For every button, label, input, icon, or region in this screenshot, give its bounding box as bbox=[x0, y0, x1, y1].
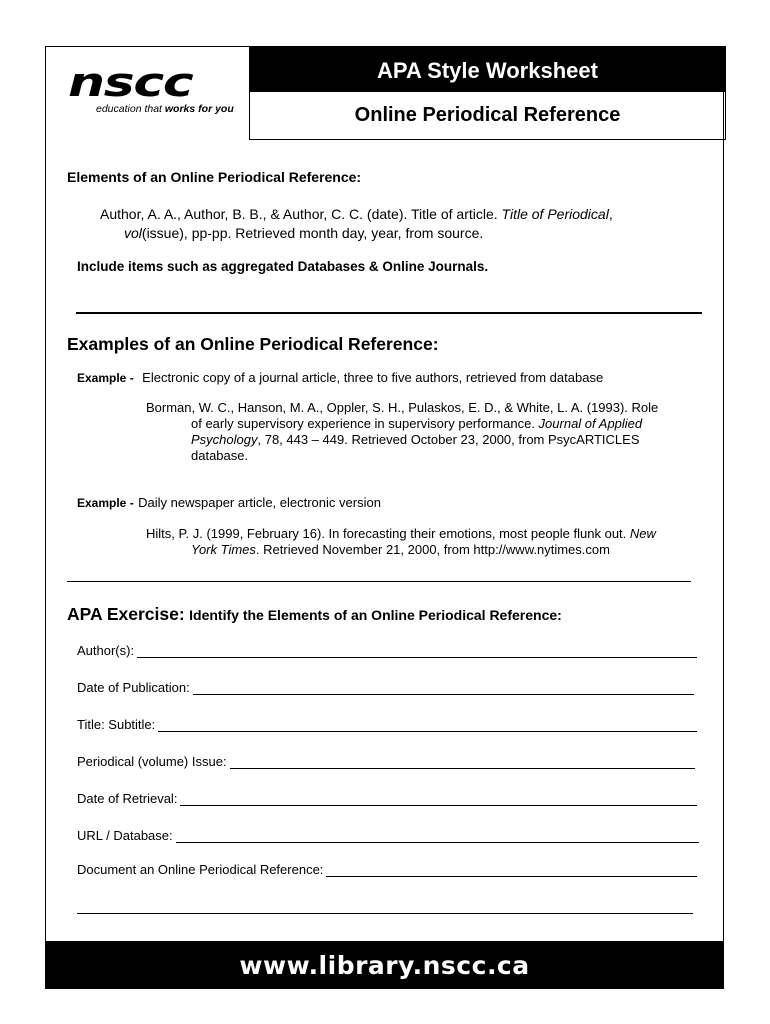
divider bbox=[67, 581, 691, 582]
examples-heading: Examples of an Online Periodical Reference: bbox=[67, 334, 439, 354]
document-reference-field[interactable]: Document an Online Periodical Reference: bbox=[77, 862, 697, 877]
header-box bbox=[249, 46, 726, 140]
example-1 bbox=[77, 369, 603, 387]
date-of-publication-field[interactable]: Date of Publication: bbox=[77, 680, 694, 695]
nscc-logo bbox=[68, 60, 238, 115]
date-of-retrieval-field[interactable]: Date of Retrieval: bbox=[77, 791, 697, 806]
include-note: Include items such as aggregated Databases & Online Journals. bbox=[77, 259, 489, 274]
page-subtitle: Online Periodical Reference bbox=[354, 104, 621, 126]
url-database-field[interactable]: URL / Database: bbox=[77, 828, 699, 843]
worksheet-page bbox=[45, 46, 724, 989]
exercise-heading: APA Exercise: Identify the Elements of an Online Periodical Reference: bbox=[67, 604, 562, 624]
page-title: APA Style Worksheet bbox=[250, 46, 725, 92]
example-label: Example - bbox=[77, 371, 134, 385]
divider bbox=[76, 312, 702, 314]
footer-url[interactable]: www.library.nscc.ca bbox=[46, 941, 723, 988]
example-2 bbox=[77, 494, 381, 512]
example-1-reference: Borman, W. C., Hanson, M. A., Oppler, S. H., Pulaskos, E. D., & White, L. A. (1993). Role of early supervisory experience in supervisory performance. Journal of Applied Psychology, 78, 443 – 449. Retrieved October 23, 2000, from PsycARTICLES database. bbox=[146, 400, 659, 463]
reference-format: Author, A. A., Author, B. B., & Author, C. C. (date). Title of article. Title of Periodical, vol(issue), pp-pp. Retrieved month day, year, from source. bbox=[100, 206, 613, 241]
example-description: Electronic copy of a journal article, three to five authors, retrieved from database bbox=[142, 370, 604, 385]
example-2-reference: Hilts, P. J. (1999, February 16). In forecasting their emotions, most people flunk out. New York Times. Retrieved November 21, 2000, from http://www.nytimes.com bbox=[146, 526, 656, 557]
periodical-issue-field[interactable]: Periodical (volume) Issue: bbox=[77, 754, 695, 769]
example-description: Daily newspaper article, electronic version bbox=[138, 495, 381, 510]
authors-field[interactable]: Author(s): bbox=[77, 643, 697, 658]
document-reference-line[interactable] bbox=[77, 913, 693, 914]
logo-wordmark: nscc bbox=[68, 60, 193, 106]
example-label: Example - bbox=[77, 496, 134, 510]
elements-heading: Elements of an Online Periodical Reference: bbox=[67, 169, 362, 185]
title-subtitle-field[interactable]: Title: Subtitle: bbox=[77, 717, 697, 732]
logo-tagline: education that works for you bbox=[96, 103, 234, 115]
